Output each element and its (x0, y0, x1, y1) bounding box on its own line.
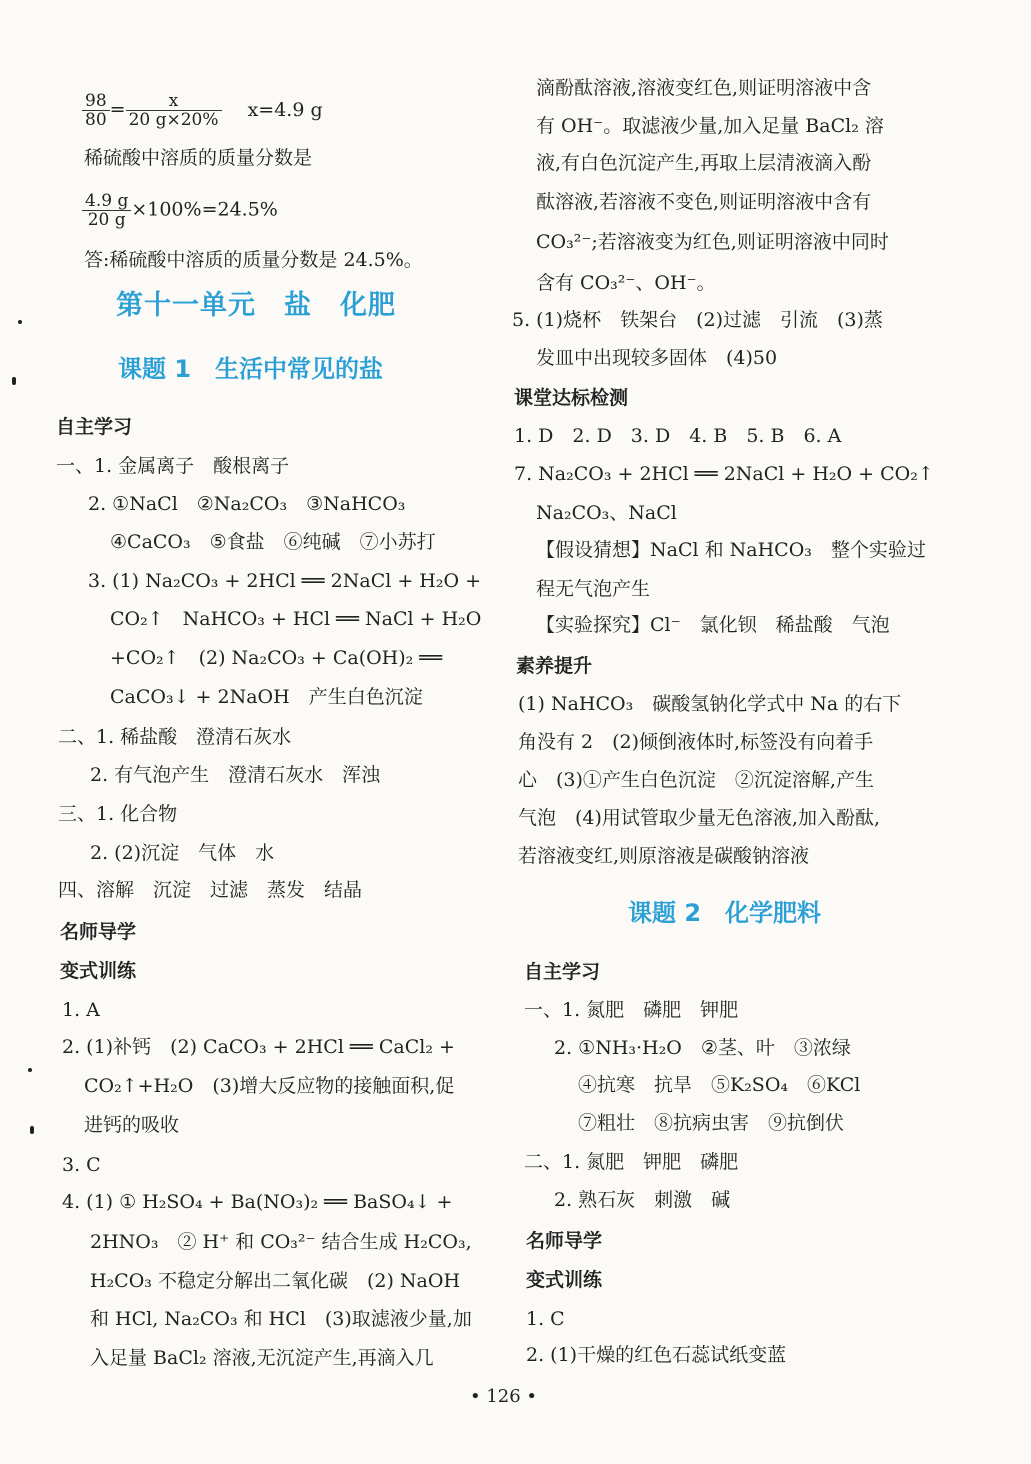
text-line: 2. ①NH₃·H₂O ②茎、叶 ③浓绿 (554, 1037, 851, 1059)
lesson-2-title: 课题 2 化学肥料 (628, 899, 822, 927)
text-line: 发皿中出现较多固体 (4)50 (536, 347, 778, 369)
text-line: 2. (1)干燥的红色石蕊试纸变蓝 (526, 1344, 787, 1366)
section-heading: 素养提升 (516, 655, 593, 677)
calc-ratio-line: $\frac{98}{80}$ = $\frac{x}{20 g\times 20\%}$ x=4.9 g (82, 92, 323, 129)
text-line: 【实验探究】Cl⁻ 氯化钡 稀盐酸 气泡 (536, 614, 890, 636)
text-line: 角没有 2 (2)倾倒液体时,标签没有向着手 (518, 731, 874, 753)
text-line: 2. 熟石灰 刺激 碱 (554, 1189, 731, 1211)
text-line: CO₂↑ NaHCO₃ + HCl ══ NaCl + H₂O (110, 608, 482, 630)
text-line: H₂CO₃ 不稳定分解出二氧化碳 (2) NaOH (90, 1270, 461, 1292)
fraction-x: $\frac{x}{20 g\times 20\%}$ (126, 92, 222, 129)
text-line: 1. C (526, 1308, 565, 1330)
text-line: 三、1. 化合物 (58, 803, 178, 825)
text-line: 液,有白色沉淀产生,再取上层清液滴入酚 (536, 152, 872, 174)
text-line: 2. (1)补钙 (2) CaCO₃ + 2HCl ══ CaCl₂ + (62, 1036, 455, 1058)
text-line: 1. A (62, 999, 100, 1021)
text-line: 【假设猜想】NaCl 和 NaHCO₃ 整个实验过 (536, 539, 926, 561)
text-line: CO₃²⁻;若溶液变为红色,则证明溶液中同时 (536, 231, 889, 253)
text-line: 心 (3)①产生白色沉淀 ②沉淀溶解,产生 (518, 769, 874, 791)
text-line: 2. ①NaCl ②Na₂CO₃ ③NaHCO₃ (88, 493, 406, 515)
text-line: ④抗寒 抗旱 ⑤K₂SO₄ ⑥KCl (578, 1074, 861, 1096)
text-line: 若溶液变红,则原溶液是碳酸钠溶液 (518, 845, 810, 867)
subsection-heading: 变式训练 (60, 960, 137, 982)
text-line: 3. C (62, 1154, 101, 1176)
text-line: ④CaCO₃ ⑤食盐 ⑥纯碱 ⑦小苏打 (110, 531, 436, 553)
text-line: 2. (2)沉淀 气体 水 (90, 842, 275, 864)
text-line: 滴酚酞溶液,溶液变红色,则证明溶液中含 (536, 77, 872, 99)
text-line: 程无气泡产生 (536, 578, 651, 600)
section-heading: 课堂达标检测 (514, 387, 629, 409)
text-line: 稀硫酸中溶质的质量分数是 (84, 147, 313, 169)
text-line: 3. (1) Na₂CO₃ + 2HCl ══ 2NaCl + H₂O + (88, 570, 482, 592)
text-line: 二、1. 氮肥 钾肥 磷肥 (524, 1151, 739, 1173)
text-line: 2. 有气泡产生 澄清石灰水 浑浊 (90, 764, 381, 786)
margin-speck (12, 377, 16, 385)
answer-row: 1. D 2. D 3. D 4. B 5. B 6. A (514, 425, 842, 447)
section-heading: 自主学习 (56, 416, 133, 438)
text-line: CO₂↑+H₂O (3)增大反应物的接触面积,促 (84, 1075, 455, 1097)
text-line: +CO₂↑ (2) Na₂CO₃ + Ca(OH)₂ ══ (110, 647, 443, 669)
text-line: 有 OH⁻。取滤液少量,加入足量 BaCl₂ 溶 (536, 115, 884, 137)
answer-line: 答:稀硫酸中溶质的质量分数是 24.5%。 (84, 249, 423, 271)
subsection-heading: 变式训练 (526, 1269, 603, 1291)
text-line: 7. Na₂CO₃ + 2HCl ══ 2NaCl + H₂O + CO₂↑ (514, 463, 934, 485)
lesson-1-title: 课题 1 生活中常见的盐 (118, 355, 384, 383)
section-heading: 自主学习 (524, 961, 601, 983)
page-number: • 126 • (470, 1386, 538, 1407)
text-line: ⑦粗壮 ⑧抗病虫害 ⑨抗倒伏 (578, 1112, 845, 1134)
margin-speck (28, 1068, 32, 1072)
calc-percent-line: $\frac{4.9 g}{20 g}$ ×100%=24.5% (82, 192, 278, 229)
margin-speck (30, 1126, 34, 1134)
fraction-mass: $\frac{4.9 g}{20 g}$ (82, 192, 131, 229)
section-heading: 名师导学 (60, 921, 137, 943)
unit-title: 第十一单元 盐 化肥 (116, 290, 396, 321)
text-line: 和 HCl, Na₂CO₃ 和 HCl (3)取滤液少量,加 (90, 1308, 472, 1330)
text-line: 4. (1) ① H₂SO₄ + Ba(NO₃)₂ ══ BaSO₄↓ + (62, 1191, 453, 1213)
fraction-98-80: $\frac{98}{80}$ (82, 92, 110, 129)
margin-speck (18, 320, 22, 324)
text-line: 酞溶液,若溶液不变色,则证明溶液中含有 (536, 191, 872, 213)
text-line: 5. (1)烧杯 铁架台 (2)过滤 引流 (3)蒸 (512, 309, 883, 331)
section-heading: 名师导学 (526, 1230, 603, 1252)
text-line: CaCO₃↓ + 2NaOH 产生白色沉淀 (110, 686, 423, 708)
text-line: 气泡 (4)用试管取少量无色溶液,加入酚酞, (518, 807, 880, 829)
text-line: 入足量 BaCl₂ 溶液,无沉淀产生,再滴入几 (90, 1347, 434, 1369)
text-line: 四、溶解 沉淀 过滤 蒸发 结晶 (58, 879, 363, 901)
text-line: 进钙的吸收 (84, 1114, 180, 1136)
text-line: 二、1. 稀盐酸 澄清石灰水 (58, 726, 292, 748)
text-line: 一、1. 氮肥 磷肥 钾肥 (524, 999, 739, 1021)
text-line: Na₂CO₃、NaCl (536, 502, 677, 524)
text-line: 2HNO₃ ② H⁺ 和 CO₃²⁻ 结合生成 H₂CO₃, (90, 1231, 472, 1253)
text-line: 一、1. 金属离子 酸根离子 (56, 455, 290, 477)
text-line: 含有 CO₃²⁻、OH⁻。 (536, 272, 716, 294)
text-line: (1) NaHCO₃ 碳酸氢钠化学式中 Na 的右下 (518, 693, 902, 715)
